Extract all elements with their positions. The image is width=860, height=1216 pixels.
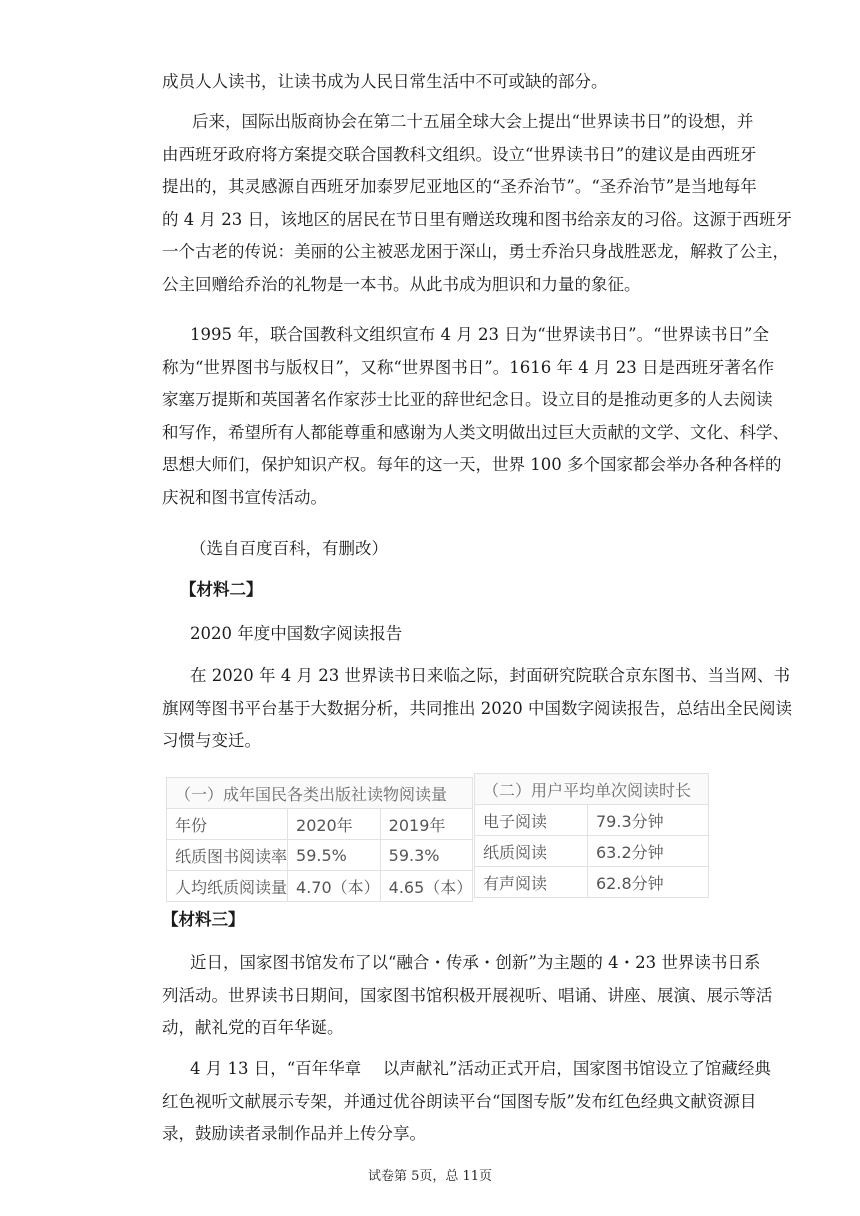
- table-cell: 纸质阅读: [475, 836, 588, 867]
- table-cell: 电子阅读: [475, 805, 588, 836]
- text-line: 4 月 13 日，“百年华章 以声献礼”活动正式开启，国家图书馆设立了馆藏经典: [190, 1059, 771, 1078]
- paragraph-1: [162, 106, 792, 301]
- table-cell: 59.5%: [288, 840, 381, 871]
- material-2-heading: 【材料二】: [180, 580, 263, 599]
- text-line: 在 2020 年 4 月 23 世界读书日来临之际，封面研究院联合京东图书、当当网、书: [190, 666, 790, 685]
- table-cell: 年份: [167, 809, 288, 840]
- table-cell: 63.2分钟: [588, 836, 709, 867]
- table-cell: 人均纸质阅读量: [167, 871, 288, 902]
- text-line: 家塞万提斯和英国著名作家莎士比亚的辞世纪念日。设立目的是推动更多的人去阅读: [162, 390, 773, 409]
- table-cell: 4.70（本）: [288, 871, 381, 902]
- text-line: 成员人人读书，让读书成为人民日常生活中不可或缺的部分。: [162, 72, 608, 91]
- table-row: [475, 836, 709, 867]
- table-cell: 2020年: [288, 809, 381, 840]
- table-cell: 4.65（本）: [380, 871, 473, 902]
- text-line: 1995 年，联合国教科文组织宣布 4 月 23 日为“世界读书日”。“世界读书日”全: [190, 325, 769, 344]
- table-cell: 有声阅读: [475, 867, 588, 898]
- reading-volume-table: [166, 777, 473, 902]
- table-cell: 79.3分钟: [588, 805, 709, 836]
- table-row: [475, 805, 709, 836]
- table-cell: 纸质图书阅读率: [167, 840, 288, 871]
- table-caption: （二）用户平均单次阅读时长: [475, 774, 709, 805]
- paragraph-3: [162, 660, 792, 758]
- text-line: 录，鼓励读者录制作品并上传分享。: [162, 1124, 426, 1143]
- table-cell: 62.8分钟: [588, 867, 709, 898]
- page-footer: 试卷第 5页，总 11页: [367, 1169, 493, 1184]
- text-line: 由西班牙政府将方案提交联合国教科文组织。设立“世界读书日”的建议是由西班牙: [162, 144, 757, 164]
- text-line: 称为“世界图书与版权日”，又称“世界图书日”。1616 年 4 月 23 日是西班牙著名作: [162, 357, 774, 377]
- table-cell: 59.3%: [380, 840, 473, 871]
- paragraph-0: [162, 66, 742, 99]
- text-line: 红色视听文献展示专架，并通过优谷朗读平台“国图专版”发布红色经典文献资源目: [162, 1091, 757, 1111]
- text-line: 近日，国家图书馆发布了以“融合・传承・创新”为主题的 4・23 世界读书日系: [190, 953, 761, 972]
- reading-duration-table: [474, 773, 709, 898]
- text-line: 后来，国际出版商协会在第二十五届全球大会上提出“世界读书日”的设想，并: [192, 112, 754, 131]
- paragraph-4: [162, 947, 773, 1045]
- text-line: 旗网等图书平台基于大数据分析，共同推出 2020 中国数字阅读报告，总结出全民阅读: [162, 698, 792, 718]
- source-note: （选自百度百科，有删改）: [190, 539, 388, 558]
- paragraph-2: [162, 319, 789, 514]
- text-line: 和写作，希望所有人都能尊重和感谢为人类文明做出过巨大贡献的文学、文化、科学、: [162, 422, 789, 442]
- table-row: [167, 871, 473, 902]
- text-line: 动，献礼党的百年华诞。: [162, 1018, 344, 1037]
- text-line: 列活动。世界读书日期间，国家图书馆积极开展视听、唱诵、讲座、展演、展示等活: [162, 985, 773, 1005]
- text-line: 一个古老的传说：美丽的公主被恶龙困于深山，勇士乔治只身战胜恶龙，解救了公主，: [162, 242, 789, 261]
- table-cell: 2019年: [380, 809, 473, 840]
- text-line: 公主回赠给乔治的礼物是一本书。从此书成为胆识和力量的象征。: [162, 274, 641, 294]
- paragraph-5: [162, 1053, 771, 1151]
- table-row: [475, 867, 709, 898]
- text-line: 习惯与变迁。: [162, 731, 261, 750]
- text-line: 思想大师们，保护知识产权。每年的这一天，世界 100 多个国家都会举办各种各样的: [162, 455, 782, 474]
- text-line: 的 4 月 23 日，该地区的居民在节日里有赠送玫瑰和图书给亲友的习俗。这源于西班牙: [162, 209, 792, 229]
- material-3-heading: 【材料三】: [162, 910, 245, 929]
- table-row: [167, 809, 473, 840]
- table-row: [167, 840, 473, 871]
- report-title: 2020 年度中国数字阅读报告: [190, 624, 403, 643]
- text-line: 提出的，其灵感源自西班牙加泰罗尼亚地区的“圣乔治节”。“圣乔治节”是当地每年: [162, 177, 757, 196]
- table-caption: （一）成年国民各类出版社读物阅读量: [167, 778, 473, 809]
- text-line: 庆祝和图书宣传活动。: [162, 487, 327, 507]
